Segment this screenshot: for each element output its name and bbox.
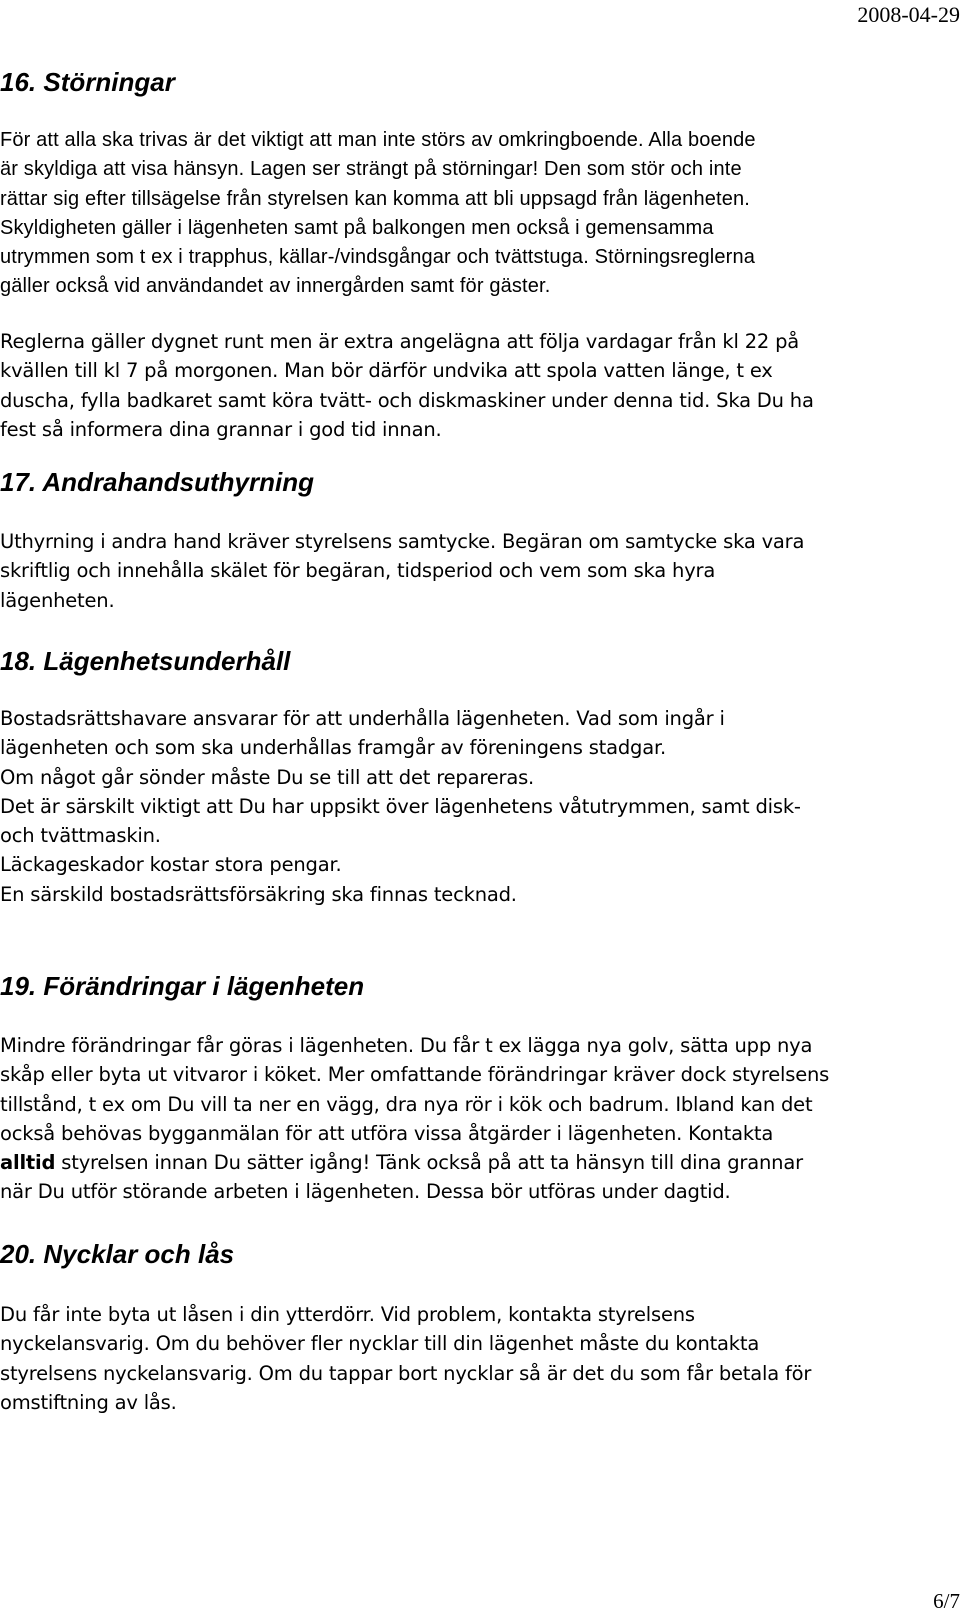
section-16-paragraph-1 <box>0 126 960 302</box>
text-line: styrelsens nyckelansvarig. Om du tappar bort nycklar så är det du som får betala för <box>0 1361 812 1385</box>
text-line: Läckageskador kostar stora pengar. <box>0 853 342 877</box>
section-title-18: 18. Lägenhetsunderhåll <box>0 646 291 676</box>
text-line: skåp eller byta ut vitvaror i köket. Mer omfattande förändringar kräver dock styrelsens <box>0 1063 830 1087</box>
text-line: Uthyrning i andra hand kräver styrelsens samtycke. Begäran om samtycke ska vara <box>0 530 805 553</box>
text-line: För att alla ska trivas är det viktigt att man inte störs av omkringboende. Alla boende <box>0 129 756 151</box>
text-line <box>0 1148 960 1177</box>
text-line: lägenheten och som ska underhållas framgår av föreningens stadgar. <box>0 736 666 760</box>
text-line: och tvättmaskin. <box>0 824 161 848</box>
text-line: omstiftning av lås. <box>0 1390 177 1414</box>
text-line: gäller också vid användandet av innergården samt för gäster. <box>0 275 551 298</box>
text-line: lägenheten. <box>0 588 115 612</box>
text-line: En särskild bostadsrättsförsäkring ska finnas tecknad. <box>0 882 517 906</box>
text-line: fest så informera dina grannar i god tid innan. <box>0 417 442 441</box>
text-line: nyckelansvarig. Om du behöver fler nycklar till din lägenhet måste du kontakta <box>0 1332 760 1356</box>
text-line: Om något går sönder måste Du se till att det repareras. <box>0 765 535 789</box>
text-line: Du får inte byta ut låsen i din ytterdörr. Vid problem, kontakta styrelsens <box>0 1303 695 1326</box>
text-line: tillstånd, t ex om Du vill ta ner en vägg, dra nya rör i kök och badrum. Ibland kan det <box>0 1092 813 1116</box>
text-line: rättar sig efter tillsägelse från styrelsen kan komma att bli uppsagd från lägenheten. <box>0 187 750 210</box>
section-20-paragraph-1 <box>0 1300 960 1417</box>
text-line: Mindre förändringar får göras i lägenheten. Du får t ex lägga nya golv, sätta upp nya <box>0 1034 813 1057</box>
page-number: 6/7 <box>933 1589 960 1613</box>
text-line: också behövas bygganmälan för att utföra vissa åtgärder i lägenheten. Kontakta <box>0 1121 774 1145</box>
text-line: Reglerna gäller dygnet runt men är extra angelägna att följa vardagar från kl 22 på <box>0 330 800 353</box>
page-date: 2008-04-29 <box>857 2 960 27</box>
section-18-paragraph-1 <box>0 704 960 909</box>
text-line: är skyldiga att visa hänsyn. Lagen ser strängt på störningar! Den som stör och inte <box>0 158 742 181</box>
text-line: utrymmen som t ex i trapphus, källar-/vindsgångar och tvättstuga. Störningsreglerna <box>0 246 756 269</box>
text-line: Bostadsrättshavare ansvarar för att underhålla lägenheten. Vad som ingår i <box>0 707 725 730</box>
section-title-20: 20. Nycklar och lås <box>0 1239 235 1269</box>
text-line-rest: styrelsen innan Du sätter igång! Tänk också på att ta hänsyn till dina grannar <box>55 1151 803 1175</box>
text-line: skriftlig och innehålla skälet för begäran, tidsperiod och vem som ska hyra <box>0 559 716 583</box>
emphasis-alltid: alltid <box>0 1151 56 1175</box>
section-title-19: 19. Förändringar i lägenheten <box>0 971 365 1001</box>
section-17-paragraph-1 <box>0 527 960 615</box>
section-16-paragraph-2 <box>0 327 960 444</box>
text-line: när Du utför störande arbeten i lägenheten. Dessa bör utföras under dagtid. <box>0 1180 731 1204</box>
text-line: Skyldigheten gäller i lägenheten samt på balkongen men också i gemensamma <box>0 216 714 239</box>
section-title-17: 17. Andrahandsuthyrning <box>0 467 314 497</box>
text-line: Det är särskilt viktigt att Du har uppsikt över lägenhetens våtutrymmen, samt disk- <box>0 794 801 818</box>
text-line: duscha, fylla badkaret samt köra tvätt- och diskmaskiner under denna tid. Ska Du ha <box>0 388 814 412</box>
section-title-16: 16. Störningar <box>0 67 175 97</box>
text-line: kvällen till kl 7 på morgonen. Man bör därför undvika att spola vatten länge, t ex <box>0 359 773 383</box>
section-19-paragraph-1 <box>0 1031 960 1207</box>
